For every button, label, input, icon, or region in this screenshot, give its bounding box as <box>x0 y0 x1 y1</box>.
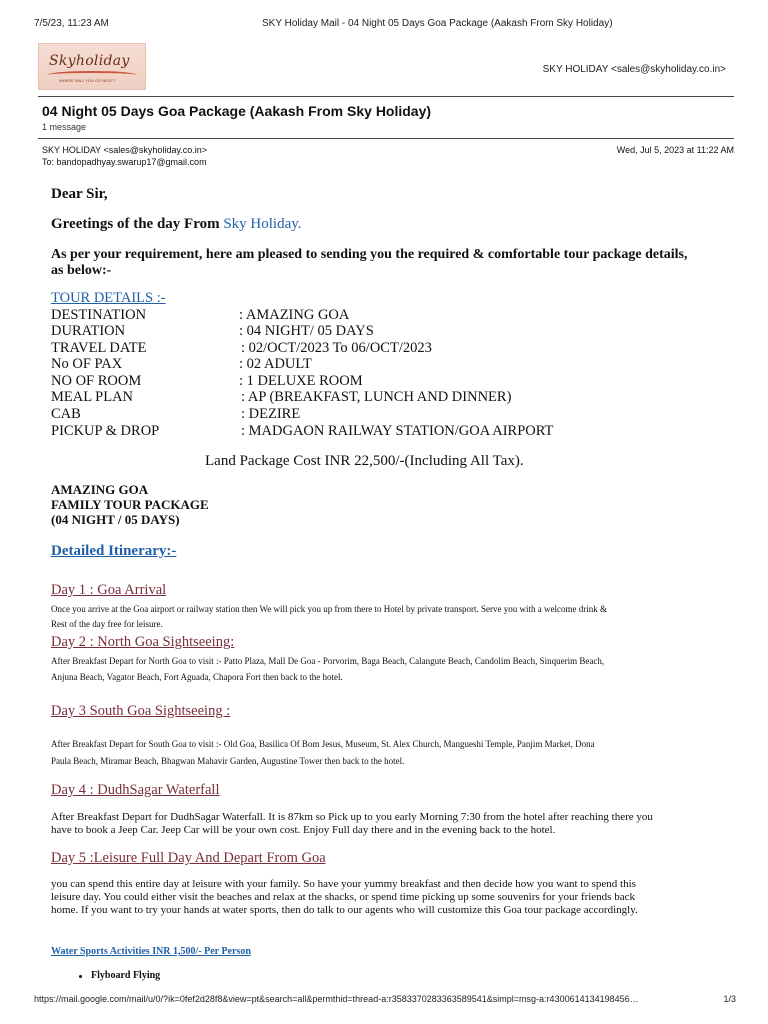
bullet-dot-icon <box>79 975 82 978</box>
tour-detail-row <box>51 406 691 423</box>
greeting-prefix: Greetings of the day From <box>51 216 224 232</box>
print-datetime: 7/5/23, 11:23 AM <box>34 18 109 29</box>
tour-detail-row <box>51 389 691 406</box>
tour-detail-value: : AP (BREAKFAST, LUNCH AND DINNER) <box>241 389 512 405</box>
tour-detail-key: DESTINATION <box>51 307 147 323</box>
intro-line-1: As per your requirement, here am pleased to sending you the required & comfortable tour package details, <box>51 247 688 262</box>
tour-detail-value: : MADGAON RAILWAY STATION/GOA AIRPORT <box>241 423 554 439</box>
tour-detail-key: PICKUP & DROP <box>51 423 160 439</box>
tour-detail-key: TRAVEL DATE <box>51 340 147 356</box>
greeting-brand: Sky Holiday. <box>223 216 302 232</box>
day-4-line-2: have to book a Jeep Car. Jeep Car will be your own cost. Enjoy Full day there and in the evening back to the hotel. <box>51 824 556 836</box>
itinerary-heading: Detailed Itinerary:- <box>51 543 177 559</box>
tour-detail-row <box>51 307 691 324</box>
header-divider <box>38 96 734 97</box>
tour-details-heading: TOUR DETAILS :- <box>51 290 166 306</box>
print-title: SKY Holiday Mail - 04 Night 05 Days Goa Package (Aakash From Sky Holiday) <box>262 18 613 29</box>
tour-detail-row <box>51 423 691 440</box>
greeting <box>51 216 302 233</box>
page-number: 1/3 <box>723 994 736 1004</box>
day-1-line-2: Rest of the day free for leisure. <box>51 619 163 629</box>
day-3-heading: Day 3 South Goa Sightseeing : <box>51 703 231 719</box>
tour-detail-value: : 02 ADULT <box>239 356 312 372</box>
water-sports-link[interactable]: Water Sports Activities INR 1,500/- Per Person <box>51 946 251 957</box>
day-5-line-2: leisure day. You could either visit the beaches and relax at the shacks, or spend time picking up some souvenirs for your friends back <box>51 891 635 903</box>
day-2-line-2: Anjuna Beach, Vagator Beach, Fort Aguada, Chapora Fort then back to the hotel. <box>51 672 343 682</box>
tour-detail-value: : 04 NIGHT/ 05 DAYS <box>239 323 374 339</box>
tour-detail-key: DURATION <box>51 323 126 339</box>
package-title-3: (04 NIGHT / 05 DAYS) <box>51 512 180 527</box>
tour-detail-value: : AMAZING GOA <box>239 307 350 323</box>
package-title-1: AMAZING GOA <box>51 482 149 497</box>
tour-detail-key: MEAL PLAN <box>51 389 134 405</box>
day-5-line-3: home. If you want to try your hands at water sports, then do talk to our agents who will customize this Goa tour package accordingly. <box>51 904 638 916</box>
logo-text: Skyholiday <box>49 53 130 69</box>
message-count: 1 message <box>42 122 87 132</box>
tour-detail-key: CAB <box>51 406 81 422</box>
day-3-line-2: Paula Beach, Miramar Beach, Bhagwan Mahavir Garden, Augustine Tower then back to the hotel. <box>51 756 405 766</box>
day-5-heading: Day 5 :Leisure Full Day And Depart From Goa <box>51 850 326 866</box>
logo-tagline: WHERE WILL YOU GO NEXT? <box>59 78 116 83</box>
day-2-heading: Day 2 : North Goa Sightseeing: <box>51 634 235 650</box>
sender-top: SKY HOLIDAY <sales@skyholiday.co.in> <box>542 64 726 75</box>
tour-detail-value: : 1 DELUXE ROOM <box>239 373 363 389</box>
tour-detail-row <box>51 340 691 357</box>
tour-detail-key: No OF PAX <box>51 356 123 372</box>
water-sports-item: Flyboard Flying <box>91 970 161 981</box>
print-url: https://mail.google.com/mail/u/0/?ik=0fef2d28f8&view=pt&search=all&permthid=thread-a:r3583370283363589541&simpl=msg-a:r4300614134198456… <box>34 994 639 1004</box>
day-4-line-1: After Breakfast Depart for DudhSagar Waterfall. It is 87km so Pick up to you early Morning 7:30 from the hotel after reaching there you <box>51 811 653 823</box>
tour-detail-value: : DEZIRE <box>241 406 301 422</box>
tour-detail-value: : 02/OCT/2023 To 06/OCT/2023 <box>241 340 432 356</box>
package-cost: Land Package Cost INR 22,500/-(Including All Tax). <box>205 453 524 469</box>
day-5-line-1: you can spend this entire day at leisure with your family. So have your yummy breakfast and then decide how you want to spend this <box>51 878 636 890</box>
day-3-line-1: After Breakfast Depart for South Goa to visit :- Old Goa, Basilica Of Bom Jesus, Museum, St. Alex Church, Mangueshi Temple, Panjim Market, Dona <box>51 739 595 749</box>
email-from: SKY HOLIDAY <sales@skyholiday.co.in> <box>42 145 208 155</box>
package-title-2: FAMILY TOUR PACKAGE <box>51 497 209 512</box>
skyholiday-logo <box>38 43 146 90</box>
email-date: Wed, Jul 5, 2023 at 11:22 AM <box>616 145 734 155</box>
tour-detail-row <box>51 373 691 390</box>
day-4-heading: Day 4 : DudhSagar Waterfall <box>51 782 220 798</box>
tour-detail-row <box>51 323 691 340</box>
salutation: Dear Sir, <box>51 186 108 202</box>
tour-detail-row <box>51 356 691 373</box>
day-2-line-1: After Breakfast Depart for North Goa to visit :- Patto Plaza, Mall De Goa - Porvorim, Baga Beach, Calangute Beach, Candolim Beach, Sinquerim Beach, <box>51 656 605 666</box>
email-subject: 04 Night 05 Days Goa Package (Aakash From Sky Holiday) <box>42 103 432 119</box>
day-1-line-1: Once you arrive at the Goa airport or railway station then We will pick you up from there to Hotel by private transport. Serve you with a welcome drink & <box>51 604 607 614</box>
intro-line-2: as below:- <box>51 263 112 278</box>
tour-detail-key: NO OF ROOM <box>51 373 142 389</box>
subject-divider <box>38 138 734 139</box>
email-to: To: bandopadhyay.swarup17@gmail.com <box>42 157 207 167</box>
day-1-heading: Day 1 : Goa Arrival <box>51 582 167 598</box>
